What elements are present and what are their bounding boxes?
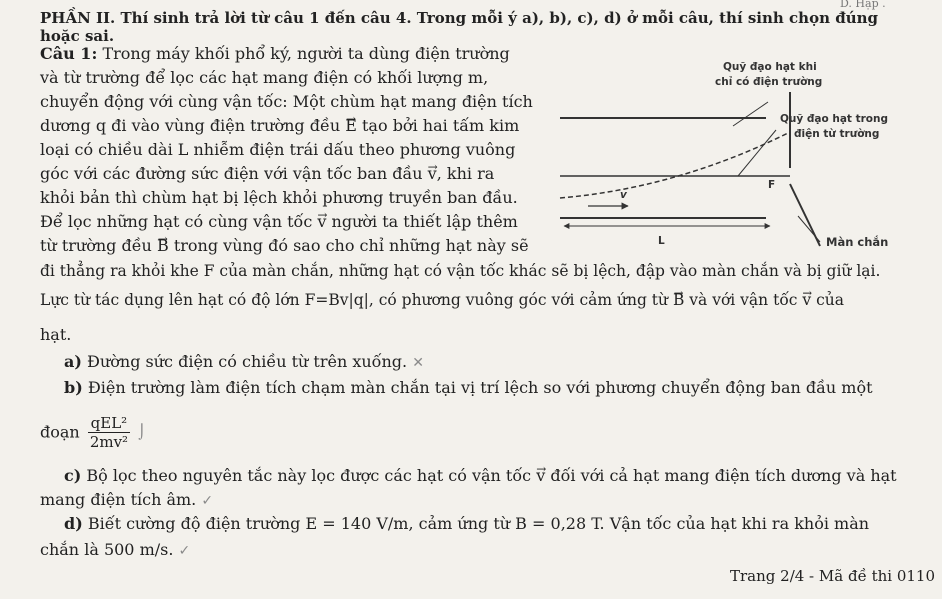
question-line-6	[40, 164, 494, 184]
statement-d-line-2	[40, 540, 190, 561]
label-length: L	[658, 235, 665, 247]
statement-b-label: b)	[64, 378, 83, 397]
page-footer: Trang 2/4 - Mã đề thi 0110	[730, 567, 935, 585]
formula-numerator: qEL²	[88, 414, 130, 433]
question-text-8b: người ta thiết lập thêm	[331, 212, 518, 231]
statement-c	[64, 466, 897, 486]
question-text-11b: , có phương vuông góc với cảm ứng từ	[368, 291, 669, 309]
statement-c-line-2	[40, 490, 213, 511]
question-line-5: loại có chiều dài L nhiễm điện trái dấu theo phương vuông	[40, 140, 516, 159]
question-text-8a: Để lọc những hạt có cùng vận tốc	[40, 212, 313, 231]
question-text-6b: , khi ra	[436, 164, 495, 183]
check-mark-icon-d: ✓	[178, 543, 191, 559]
question-text-11a: Lực từ tác dụng lên hạt có độ lớn	[40, 291, 300, 309]
curved-trajectory	[560, 132, 790, 198]
mass-spectrometer-diagram	[558, 56, 942, 256]
question-label: Câu 1:	[40, 44, 98, 63]
pointer-screen	[798, 216, 820, 242]
question-line-4	[40, 116, 519, 136]
check-mark-icon-c: ✓	[201, 493, 214, 509]
statement-d-induction: B = 0,28 T	[515, 514, 600, 533]
statement-d-field: E = 140 V/m	[305, 514, 409, 533]
question-text-11d: của	[816, 291, 845, 309]
question-text-9a: từ trường đều	[40, 236, 152, 255]
question-text-11c: và với vận tốc	[689, 291, 798, 309]
label-free-trajectory-2: chỉ có điện trường	[715, 76, 823, 88]
vector-v-4: → v	[536, 466, 545, 486]
question-line-1	[40, 44, 510, 64]
question-line-12: hạt.	[40, 325, 72, 344]
question-line-10: đi thẳng ra khỏi khe F của màn chắn, những hạt có vận tốc khác sẽ bị lệch, đập vào màn chắn và bị giữ lại.	[40, 262, 881, 280]
question-line-9	[40, 236, 529, 256]
label-field-trajectory: Quỹ đạo hạt trong	[780, 113, 889, 125]
label-slit: F	[768, 179, 776, 191]
vector-B: → B	[157, 236, 169, 256]
statement-d-text-b: , cảm ứng từ	[408, 514, 511, 533]
label-velocity: v	[620, 189, 627, 201]
statement-d-text-2: chắn là 500 m/s.	[40, 540, 174, 559]
question-text-4a: dương q đi vào vùng điện trường đều	[40, 116, 341, 135]
statement-a-label: a)	[64, 352, 82, 371]
statement-b-line-2	[40, 414, 145, 451]
label-field-trajectory-2: điện từ trường	[794, 128, 880, 140]
question-line-7: khỏi bản thì chùm hạt bị lệch khỏi phương truyền ban đầu.	[40, 188, 518, 207]
vector-v-3: → v	[802, 290, 811, 310]
statement-d-text-c: . Vận tốc của hạt khi ra khỏi màn	[599, 514, 870, 533]
vector-v-2: → v	[317, 212, 326, 232]
question-text-9b: trong vùng đó sao cho chỉ những hạt này sẽ	[173, 236, 529, 255]
question-line-2: và từ trường để lọc các hạt mang điện có khối lượng m,	[40, 68, 489, 87]
vector-v: → v	[428, 164, 437, 184]
statement-b-text: Điện trường làm điện tích chạm màn chắn tại vị trí lệch so với phương chuyển động ban đầu một	[87, 378, 873, 397]
part-heading: PHẦN II. Thí sinh trả lời từ câu 1 đến câu 4. Trong mỗi ý a), b), c), d) ở mỗi câu, thí sinh chọn đúng	[40, 9, 879, 27]
question-text-4b: tạo bởi hai tấm kim	[362, 116, 520, 135]
statement-b-text-2: đoạn	[40, 422, 80, 442]
question-text-6a: góc với các đường sức điện với vận tốc ban đầu	[40, 164, 423, 183]
pointer-free	[733, 102, 768, 126]
statement-c-text-b: đối với cả hạt mang điện tích dương và hạt	[550, 466, 897, 485]
statement-c-text-2: mang điện tích âm.	[40, 490, 197, 509]
check-mark-icon-b: ⌡	[138, 424, 146, 441]
label-free-trajectory: Quỹ đạo hạt khi	[723, 61, 817, 73]
label-screen: Màn chắn	[826, 235, 889, 249]
vector-B-2: → B	[673, 290, 684, 310]
statement-c-label: c)	[64, 466, 82, 485]
part-heading-cont: hoặc sai.	[40, 27, 115, 45]
formula-force: F=Bv|q|	[304, 291, 369, 309]
statement-a-text: Đường sức điện có chiều từ trên xuống.	[87, 352, 408, 371]
statement-d-label: d)	[64, 514, 83, 533]
formula-denominator: 2mv²	[89, 433, 129, 451]
corner-mark: D. Hạp .	[840, 0, 886, 10]
statement-d-text-a: Biết cường độ điện trường	[87, 514, 301, 533]
statement-b	[64, 378, 873, 398]
question-text-1: Trong máy khối phổ ký, người ta dùng điện trường	[102, 44, 510, 63]
question-line-3: chuyển động với cùng vận tốc: Một chùm hạt mang điện tích	[40, 92, 533, 111]
statement-a	[64, 352, 424, 373]
pointer-field	[738, 130, 776, 176]
cross-mark-icon: ✕	[412, 355, 424, 371]
question-line-8	[40, 212, 518, 232]
statement-d	[64, 514, 869, 534]
question-line-11	[40, 290, 844, 310]
vector-E: → E	[345, 116, 357, 136]
formula-deflection	[88, 414, 130, 451]
statement-c-text-a: Bộ lọc theo nguyên tắc này lọc được các hạt có vận tốc	[86, 466, 532, 485]
